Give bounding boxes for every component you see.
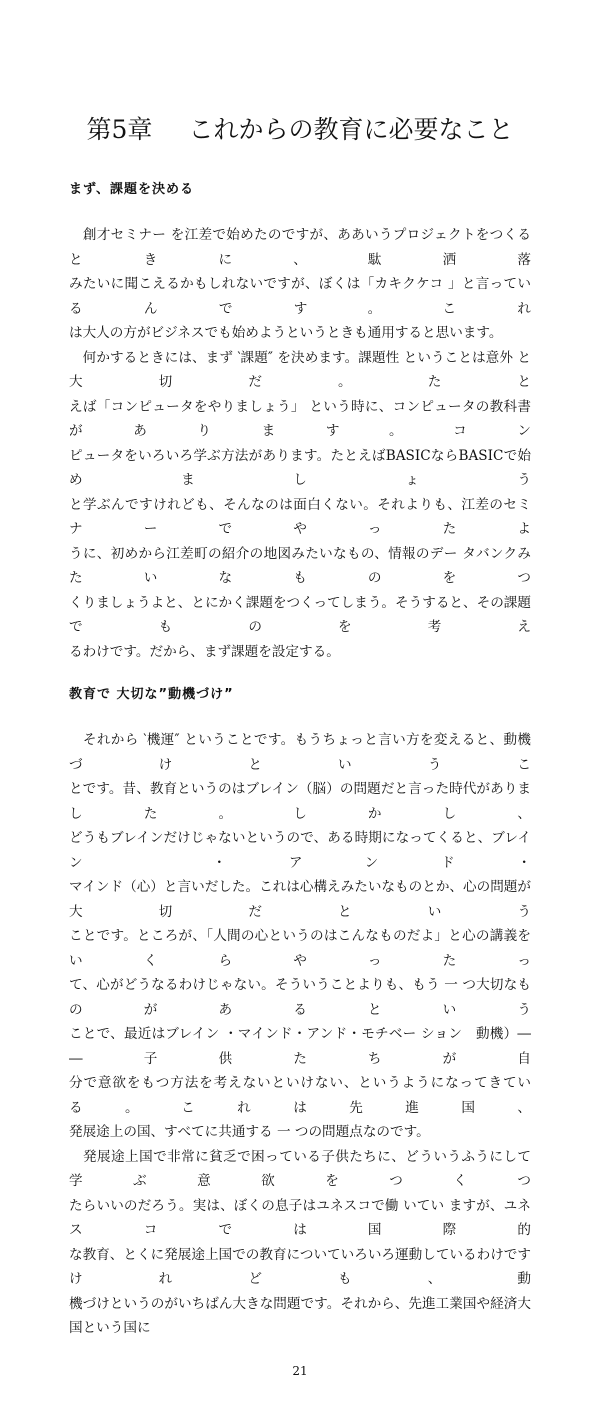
section-heading: 教育で 大切な”動機づけ” (69, 687, 234, 702)
body-text-line: たらいいのだろう。実は、ぼくの息子はユネスコで働 いてい ますが、ユネスコでは国際的 (69, 1197, 531, 1238)
body-text-line: 分で意欲をもつ方法を考えないといけない、というようになってきている。これは先進国、 (69, 1075, 531, 1116)
chapter-title (69, 113, 531, 147)
chapter-heading: これからの教育に必要なこと (188, 115, 514, 144)
page-number: 21 (292, 1363, 308, 1378)
body-text-line: 発展途上国で非常に貧乏で困っている子供たちに、どういうふうにして学ぶ意欲をつくつ (69, 1148, 531, 1189)
body-text-line: ピュータをいろいろ学ぶ方法があります。たとえばBASICならBASICで始めましょう (69, 447, 531, 488)
body-text-line: うに、初めから江差町の紹介の地図みたいなもの、情報のデー タバンクみたいなものをつ (69, 545, 531, 586)
section-heading: まず、課題を決める (69, 182, 194, 197)
body-text-line: くりましょうよと、とにかく課題をつくってしまう。そうすると、その課題でものを考え (69, 594, 531, 635)
body-text-line: それから ‵機運″ ということです。もうちょっと言い方を変えると、動機づけというこ (69, 732, 531, 773)
body-text-line: えば「コンピュータをやりましょう」 という時に、コンピュータの教科書があります。コン (69, 398, 531, 439)
document-page (69, 0, 531, 1409)
body-text-line: みたいに聞こえるかもしれないですが、ぼくは「カキクケコ 」と言っているんです。これ (69, 276, 531, 317)
body-text-line: 創才セミナー を江差で始めたのですが、ああいうプロジェクトをつくるときに、駄洒落 (69, 227, 531, 268)
body-text-line: 機づけというのがいちばん大きな問題です。それから、先進工業国や経済大国という国に (69, 1295, 531, 1336)
body-text-line: は大人の方がビジネスでも始めようというときも通用すると思います。 (69, 325, 503, 341)
body-text-line: マインド（心）と言いだした。これは心構えみたいなものとか、心の問題が大切だという (69, 879, 531, 920)
body-text-line: 何かするときには、まず ‵課題″ を決めます。課題性 ということは意外 と大切だ。たと (69, 349, 531, 390)
body-text-line: ことです。ところが、「人間の心というのはこんなものだよ」と心の講義をいくらやったっ (69, 928, 531, 969)
section-body (69, 223, 531, 664)
body-text-line: て、心がどうなるわけじゃない。そういうことよりも、もう 一 つ大切なものがあるという (69, 977, 531, 1018)
body-text-line: 発展途上の国、すべてに共通する 一 つの問題点なのです。 (69, 1124, 430, 1140)
body-text-line: るわけです。だから、まず課題を設定する。 (69, 643, 340, 660)
body-text-line: とです。昔、教育というのはブレイン（脳）の問題だと言った時代がありました。しかし、 (69, 781, 531, 822)
body-text-line: と学ぶんですけれども、そんなのは面白くない。それよりも、江差のセミナーでやったよ (69, 496, 531, 537)
chapter-number: 第5章 (86, 115, 153, 144)
body-text-line: な教育、とくに発展途上国での教育についていろいろ運動しているわけですけれども、動 (69, 1246, 531, 1287)
body-text-line: どうもブレインだけじゃないというので、ある時期になってくると、ブレイン ・アンド・ (69, 830, 531, 871)
section-body (69, 728, 531, 1341)
body-text-line: ことで、最近はブレイン ・マインド・アンド・モチベー ション 動機）――子供たちが自 (69, 1026, 531, 1067)
